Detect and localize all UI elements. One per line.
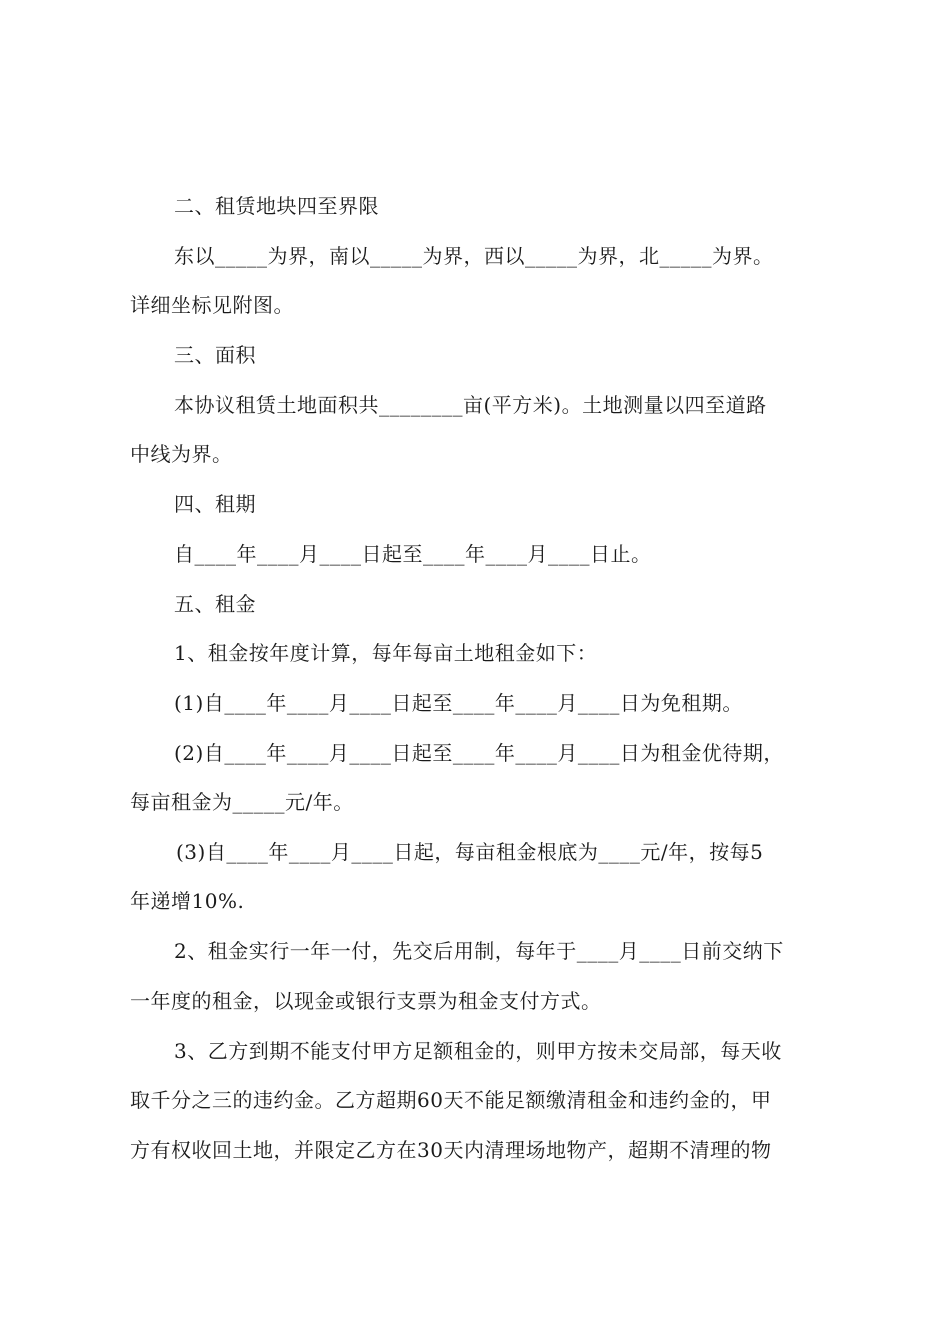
paragraph-line: 详细坐标见附图。 xyxy=(130,293,294,317)
paragraph-line: 自____年____月____日起至____年____月____日止。 xyxy=(174,542,652,566)
section-heading-boundaries: 二、租赁地块四至界限 xyxy=(174,194,379,218)
paragraph-line: 方有权收回土地，并限定乙方在30天内清理场地物产，超期不清理的物 xyxy=(130,1138,772,1162)
paragraph-line: (2)自____年____月____日起至____年____月____日为租金优待期， xyxy=(174,741,784,765)
section-heading-rent: 五、租金 xyxy=(174,592,256,616)
paragraph-line: 每亩租金为_____元/年。 xyxy=(130,790,354,814)
section-heading-term: 四、租期 xyxy=(174,492,256,516)
paragraph-line: 本协议租赁土地面积共________亩(平方米)。土地测量以四至道路 xyxy=(174,393,767,417)
paragraph-line: 2、租金实行一年一付，先交后用制，每年于____月____日前交纳下 xyxy=(174,939,784,963)
paragraph-line: (3)自____年____月____日起，每亩租金根底为____元/年，按每5 xyxy=(176,840,764,864)
paragraph-line: (1)自____年____月____日起至____年____月____日为免租期。 xyxy=(174,691,743,715)
paragraph-line: 3、乙方到期不能支付甲方足额租金的，则甲方按未交局部，每天收 xyxy=(174,1039,782,1063)
section-heading-area: 三、面积 xyxy=(174,343,256,367)
paragraph-line: 年递增10%. xyxy=(130,889,245,913)
paragraph-line: 一年度的租金，以现金或银行支票为租金支付方式。 xyxy=(130,989,602,1013)
paragraph-line: 东以_____为界，南以_____为界，西以_____为界，北_____为界。 xyxy=(174,244,774,268)
paragraph-line: 1、租金按年度计算，每年每亩土地租金如下： xyxy=(174,641,598,665)
paragraph-line: 取千分之三的违约金。乙方超期60天不能足额缴清租金和违约金的，甲 xyxy=(130,1088,772,1112)
paragraph-line: 中线为界。 xyxy=(130,442,233,466)
